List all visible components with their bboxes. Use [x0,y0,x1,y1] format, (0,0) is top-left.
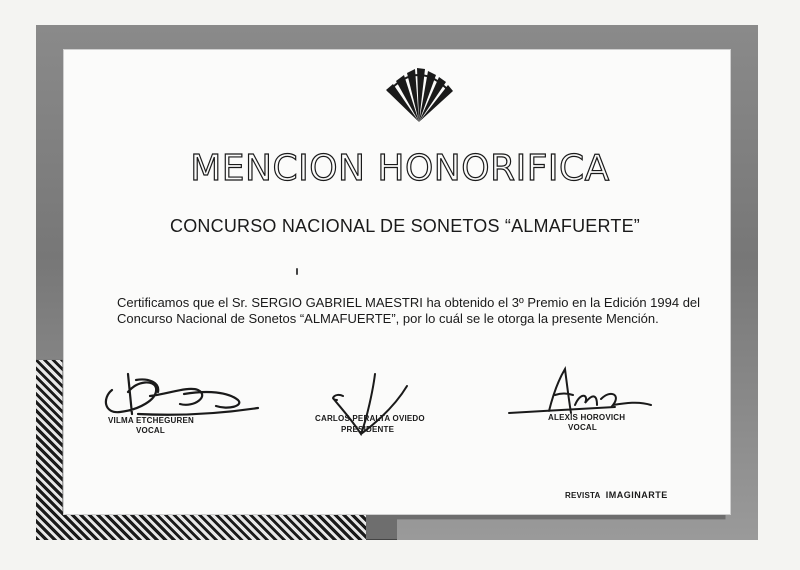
ink-mark [296,268,298,275]
signature-alexis-horovich [505,365,655,432]
signatory-name: CARLOS PERALTA OVIEDO [315,414,425,423]
fan-shell-logo-icon [384,66,454,124]
signature-carlos-peralta-oviedo [315,370,425,440]
footer-revista-label: REVISTA [565,491,601,500]
signature-vilma-etcheguren [98,370,268,435]
signatory-role: PRESIDENTE [341,425,395,434]
certificate-body [117,295,717,327]
signatory-role: VOCAL [568,423,597,432]
certificate-title: MENCION HONORIFICA [190,148,610,189]
body-line-1: Certificamos que el Sr. SERGIO GABRIEL MAESTRI ha obtenido el 3º Premio en la Edición 1994 del [117,295,701,310]
signatory-name: VILMA ETCHEGUREN [108,416,195,425]
contest-name: CONCURSO NACIONAL DE SONETOS “ALMAFUERTE” [170,216,640,236]
signatory-role: VOCAL [136,426,165,435]
body-line-2: Concurso Nacional de Sonetos “ALMAFUERTE”, por lo cuál se le otorga la presente Mención. [117,311,659,326]
signatory-name: ALEXIS HOROVICH [548,413,626,422]
footer-brand-name: IMAGINARTE [605,490,668,500]
handwritten-signature-icon [98,370,268,422]
footer-brand [565,490,668,500]
